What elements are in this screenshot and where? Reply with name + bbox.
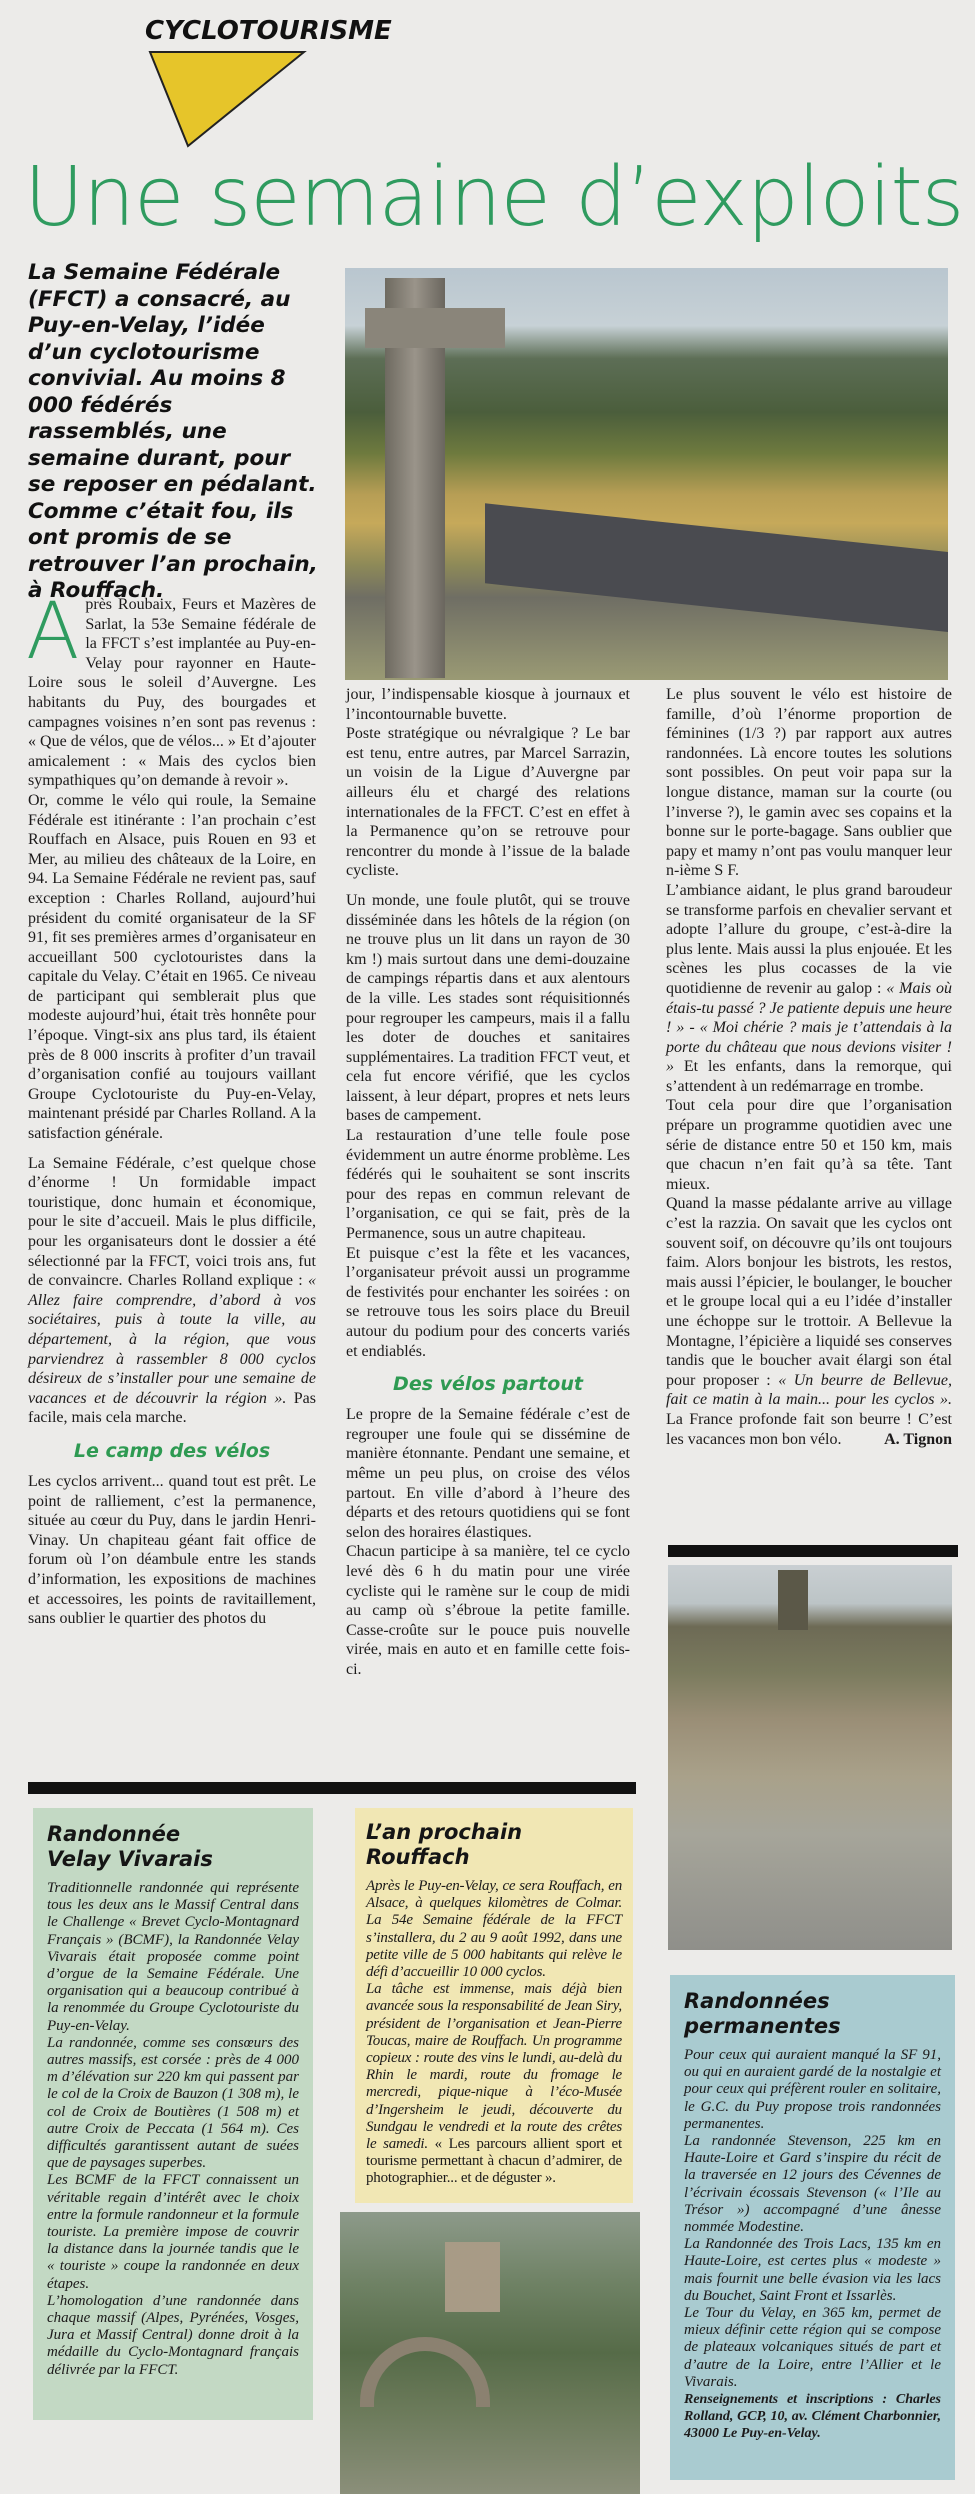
paragraph: Traditionnelle randonnée qui représente tous les deux ans le Massif Central dans le Challenge « Brevet Cyclo-Montagnard Français » (BCMF), la Randonnée Velay Vivarais était proposée comme point d’orgue de la Semaine Fédérale. Une organisation qui a beaucoup contribué à la renommée du Groupe Cyclotouriste du Puy-en-Velay.: [47, 1880, 299, 2034]
stone-cross-arms: [365, 308, 505, 348]
yellow-triangle-decoration: [148, 50, 308, 150]
column-3: [666, 685, 952, 1449]
paragraph: Poste stratégique ou névralgique ? Le bar est tenu, entre autres, par Marcel Sarrazin, un voisin de la Ligue d’Auvergne par ailleurs élu et chargé des relations internationales de la FFCT. C’est en effet à la Permanence qu’on se retrouve pour rencontrer du monde à l’issue de la balade cycliste.: [346, 725, 630, 880]
paragraph: Tout cela pour dire que l’organisation prépare un programme quotidien avec une série de distance entre 50 et 150 km, mais que chacun n’en fait qu’à sa tête. Tant mieux.: [666, 1097, 952, 1193]
paragraph: L’ambiance aidant, le plus grand baroudeur se transforme parfois en chevalier servant et adopte l’allure du groupe, c’est-à-dire la plus lente. Mais aussi la plus enjouée. Et les scènes les plus cocasses de la vie quotidienne de revenir au galop : « Mais où étais-tu passé ? Je patiente depuis une heure ! » - « Moi chérie ? mais je t’attendais à la porte du château que nous devions visiter ! » Et les enfants, dans la remorque, qui s’attendent à un redémarrage en trombe.: [666, 881, 953, 1095]
contact-info: Renseignements et inscriptions : Charles Rolland, GCP, 10, av. Clément Charbonnier, 43000 Le Puy-en-Velay.: [684, 2392, 941, 2442]
photo-village-cyclists: [668, 1565, 952, 1950]
paragraph: La restauration d’une telle foule pose évidemment un autre énorme problème. Les fédérés qui le souhaitent se sont inscrits pour des repas en commun relevant de l’organisation, ce qui se fait, près de la Permanence, sous un autre chapiteau.: [346, 1127, 630, 1243]
paragraph: La tâche est immense, mais déjà bien avancée sous la responsabilité de Jean Siry, président de l’organisation et Jean-Pierre Toucas, maire de Rouffach. Un programme copieux : route des vins le lundi, au-delà du Rhin le mardi, route du fromage le mercredi, pique-nique à l’éco-Musée d’Ingersheim le jeudi, découverte du Sundgau le vendredi et la route des crêtes le samedi. « Les parcours allient sport et tourisme permettant à chacun d’admirer, de photographier... et de déguster ».: [366, 1981, 622, 2187]
stone-bridge: [360, 2337, 490, 2407]
paragraph: La randonnée, comme ses consœurs des autres massifs, est corsée : près de 4 000 m d’élévation sur 220 km qui passent par le col de la Croix de Bauzon (1 308 m), le col de Croix de Boutières (1 508 m) et autre Croix de Peccata (1 564 m). Ces difficultés garantissent autant de suées que de paysages superbes.: [47, 2034, 299, 2172]
divider-bar: [28, 1782, 636, 1794]
paragraph: L’homologation d’une randonnée dans chaque massif (Alpes, Pyrénées, Vosges, Jura et Massif Central) donne droit à la médaille du Cyclo-Montagnard français délivrée par la FFCT.: [47, 2292, 299, 2378]
paragraph: La Semaine Fédérale, c’est quelque chose d’énorme ! Un formidable impact touristique, donc humain et économique, pour le site d’accueil. Mais le plus difficile, pour les organisateurs dont le dossier a été sélectionné par la FFCT, voici trois ans, fut de convaincre. Charles Rolland explique : « Allez faire comprendre, d’abord à vos sociétaires, puis à toute la ville, au département, à la région, que vous parviendrez à rassembler 8 000 cyclos désireux de s’installer pour une semaine de vacances et de découvrir la région ». Pas facile, mais cela marche.: [28, 1154, 317, 1427]
article-intro: La Semaine Fédérale (FFCT) a consacré, au Puy-en-Velay, l’idée d’un cyclotourisme convivial. Au moins 8 000 fédérés rassemblés, une semaine durant, pour se reposer en pédalant. Comme c’était fou, ils ont promis de se retrouver l’an prochain, à Rouffach.: [28, 260, 318, 603]
article-title: Une semaine d’exploits: [24, 150, 964, 245]
paragraph: Les BCMF de la FFCT connaissent un véritable regain d’intérêt avec le choix entre la formule randonneur et la formule touriste. La première impose de couvrir la distance dans la journée tandis que le « touriste » coupe la randonnée en deux étapes.: [47, 2172, 299, 2292]
paragraph: Et puisque c’est la fête et les vacances, l’organisateur prévoit aussi un programme de festivités pour enchanter les soirées : on se retrouve tous les soirs place du Breuil autour du podium pour des concerts variés et endiablés.: [346, 1244, 630, 1360]
paragraph: Chacun participe à sa manière, tel ce cyclo levé dès 6 h du matin pour une virée cycliste qui le ramène sur le coup de midi au camp où s’ébroue la petite famille. Casse-croûte sur le pouce puis nouvelle virée, mais en auto et en famille cette fois-ci.: [346, 1543, 630, 1678]
sidebar-box-permanentes: [670, 1975, 955, 2480]
subheading: Des vélos partout: [393, 1373, 583, 1396]
author-signature: A. Tignon: [884, 1430, 952, 1448]
paragraph: La Randonnée des Trois Lacs, 135 km en Haute-Loire, est certes plus « modeste » mais fournit une belle évasion via les lacs du Bouchet, Saint Front et Issarlès.: [684, 2236, 941, 2304]
paragraph: jour, l’indispensable kiosque à journaux et l’incontournable buvette.: [346, 686, 630, 723]
castle: [445, 2242, 500, 2312]
rubric-label: CYCLOTOURISME: [145, 16, 392, 46]
castle-tower: [778, 1570, 808, 1630]
box-title: Randonnées permanentes: [684, 1989, 841, 2038]
drop-cap: A: [26, 587, 80, 677]
paragraph: La randonnée Stevenson, 225 km en Haute-Loire et Gard s’inspire du récit de la traversée en 12 jours des Cévennes de l’écrivain écossais Stevenson (« l’Ile au Trésor ») accompagné d’une ânesse nommée Modestine.: [684, 2133, 941, 2236]
sidebar-box-velay-vivarais: [33, 1808, 313, 2420]
paragraph: Un monde, une foule plutôt, qui se trouve disséminée dans les hôtels de la région (on ne trouve plus un lit dans un rayon de 30 km !) mais surtout dans une demi-douzaine de campings répartis dans et aux alentours de la ville. Les stades sont réquisitionnés pour regrouper les campeurs, mais il a fallu les doter de douches et sanitaires supplémentaires. La tradition FFCT veut, et cela fut encore vérifié, que les cyclos laissent, à leur départ, propres et nets leurs bases de campement.: [346, 891, 630, 1125]
divider-bar: [668, 1545, 958, 1557]
box-title: L’an prochain Rouffach: [366, 1820, 523, 1869]
road: [485, 503, 948, 632]
paragraph: Quand la masse pédalante arrive au village c’est la razzia. On savait que les cyclos ont souvent soif, on découvre qu’ils ont toujours faim. Alors bonjour les bistrots, les restos, mais aussi l’épicier, le boulanger, le boucher et le groupe local qui a eu l’idée d’installer une échoppe sur le trottoir. A Bellevue la Montagne, l’épicière a liquidé ses conserves tandis que le boucher avait élargi son étal pour proposer : « Un beurre de Bellevue, fait ce matin à la main... pour les cyclos ». La France profonde fait son beurre ! C’est les vacances mon bon vélo. A. Tignon: [666, 1195, 953, 1448]
column-1: [26, 587, 317, 1629]
paragraph: Les cyclos arrivent... quand tout est prêt. Le point de ralliement, c’est la permanence, située au cœur du Puy, dans le jardin Henri-Vinay. Un chapiteau géant fait office de forum où l’on déambule entre les stands d’information, les expositions de machines et accessoires, les points de ravitaillement, sans oublier le quartier des photos du: [28, 1472, 316, 1628]
paragraph: Pour ceux qui auraient manqué la SF 91, ou qui en auraient gardé de la nostalgie et pour ceux qui préfèrent rouler en solitaire, le G.C. du Puy propose trois randonnées permanentes.: [684, 2047, 941, 2132]
subheading: Le camp des vélos: [73, 1439, 271, 1462]
box-title: Randonnée Velay Vivarais: [47, 1822, 213, 1871]
paragraph: Le Tour du Velay, en 365 km, permet de mieux définir cette région qui se compose de plateaux volcaniques situés de part et d’autre de la Loire, entre l’Allier et le Vivarais.: [684, 2305, 941, 2390]
paragraph: Or, comme le vélo qui roule, la Semaine Fédérale est itinérante : l’an prochain c’est Rouffach en Alsace, puis Rouen en 93 et Mer, au milieu des châteaux de la Loire, en 94. La Semaine Fédérale ne revient pas, sauf exception : Charles Rolland, aujourd’hui président du comité organisateur de la SF 91, fit ses premières armes d’organisateur en accueillant 500 cyclotouristes dans la capitale du Velay. C’était en 1965. Ce niveau de participant qui semblerait plus que modeste aujourd’hui, était très honnête pour l’époque. Vingt-six ans plus tard, ils étaient près de 8 000 inscrits à profiter d’un travail d’organisation confié au toujours vaillant Groupe Cyclotouriste du Puy-en-Velay, maintenant présidé par Charles Rolland. A la satisfaction générale.: [28, 791, 316, 1143]
paragraph: Le plus souvent le vélo est histoire de famille, d’où l’énorme proportion de féminines (1/3 ?) par rapport aux autres randonnées. Là encore toutes les solutions sont possibles. On peut voir papa sur la longue distance, maman sur la courte (ou l’inverse ?), le gamin avec ses copains et la bonne sur le porte-bagage. Sans oublier que papy et mamy n’ont pas voulu manquer leur n-ième S F.: [666, 686, 952, 880]
column-2: [346, 685, 630, 1680]
photo-cyclists-road: [345, 268, 948, 680]
paragraph: Le propre de la Semaine fédérale c’est de regrouper une foule qui se dissémine de manière étonnante. Pendant une semaine, et même un peu plus, on croise des vélos partout. En ville d’abord à l’heure des départs et des retours quotidiens qui se font selon des horaires élastiques.: [346, 1406, 630, 1541]
paragraph: Après le Puy-en-Velay, ce sera Rouffach, en Alsace, à quelques kilomètres de Colmar. La 54e Semaine fédérale de la FFCT s’installera, du 2 au 9 août 1992, dans une petite ville de 5 000 habitants qui relève le défi d’accueillir 10 000 cyclos.: [366, 1878, 622, 1981]
paragraph: près Roubaix, Feurs et Mazères de Sarlat, la 53e Semaine fédérale de la FFCT s’est implantée au Puy-en-Velay pour rayonner en Haute-Loire sous le soleil d’Auvergne. Les habitants du Puy, des bourgades et campagnes voisines n’en sont pas revenus : « Que de vélos, que de vélos... » Et d’ajouter amicalement : « Mais des cyclos bien sympathiques qu’on demande à revoir ».: [28, 596, 316, 790]
photo-castle-bridge: [340, 2212, 640, 2494]
sidebar-box-rouffach: [355, 1808, 633, 2203]
